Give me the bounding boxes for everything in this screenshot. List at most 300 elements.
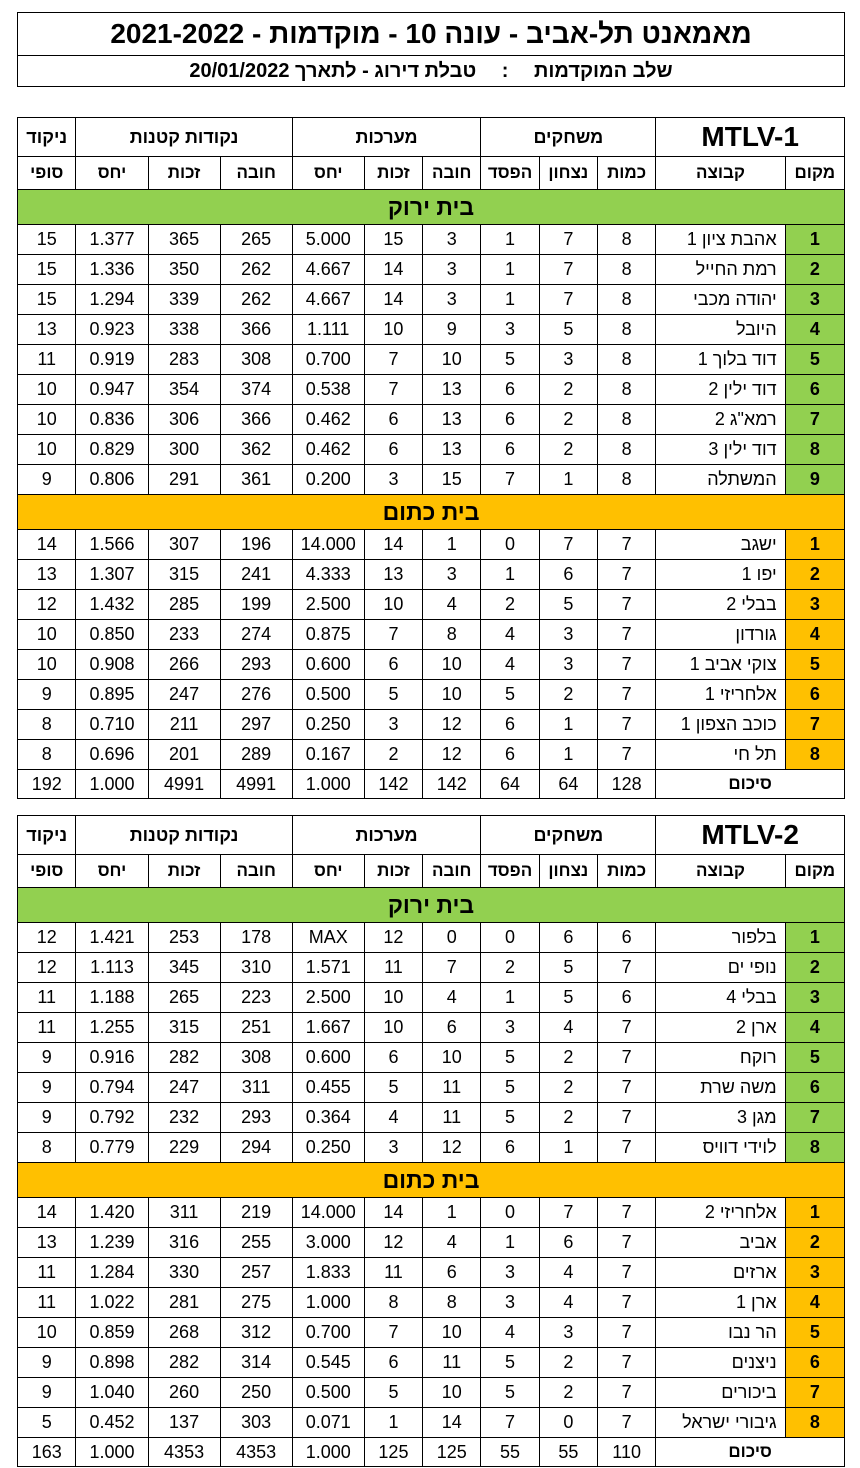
cell-sets-credit: 15 xyxy=(364,225,422,255)
cell-pts-ratio: 1.566 xyxy=(76,530,148,560)
cell-played: 7 xyxy=(598,650,656,680)
cell-lost: 7 xyxy=(481,1408,539,1438)
cell-played: 7 xyxy=(598,1408,656,1438)
table-row xyxy=(18,1318,845,1348)
cell-final: 10 xyxy=(18,435,76,465)
cell-sets-owed: 11 xyxy=(423,1103,481,1133)
cell-lost: 5 xyxy=(481,1073,539,1103)
cell-final: 12 xyxy=(18,953,76,983)
cell-final: 8 xyxy=(18,710,76,740)
cell-rank: 5 xyxy=(785,1318,844,1348)
cell-pts-credit: 281 xyxy=(148,1288,220,1318)
cell-sets-ratio: 0.545 xyxy=(292,1348,364,1378)
cell-sets-owed: 10 xyxy=(423,650,481,680)
cell-pts-ratio: 0.836 xyxy=(76,405,148,435)
summary-pts-ratio: 1.000 xyxy=(76,770,148,799)
cell-team: לוידי דוויס xyxy=(656,1133,785,1163)
table-row xyxy=(18,650,845,680)
cell-won: 0 xyxy=(539,1408,597,1438)
cell-sets-ratio: 0.700 xyxy=(292,1318,364,1348)
cell-won: 2 xyxy=(539,680,597,710)
cell-sets-ratio: 0.600 xyxy=(292,1043,364,1073)
cell-lost: 3 xyxy=(481,315,539,345)
cell-pts-ratio: 0.792 xyxy=(76,1103,148,1133)
cell-final: 11 xyxy=(18,1258,76,1288)
cell-won: 6 xyxy=(539,1228,597,1258)
summary-pts-credit: 4353 xyxy=(148,1438,220,1467)
cell-team: גורדון xyxy=(656,620,785,650)
cell-won: 2 xyxy=(539,375,597,405)
cell-played: 7 xyxy=(598,1378,656,1408)
table-row xyxy=(18,405,845,435)
column-header-rank: מקום xyxy=(785,157,844,190)
cell-won: 7 xyxy=(539,530,597,560)
cell-sets-credit: 11 xyxy=(364,1258,422,1288)
cell-won: 2 xyxy=(539,1043,597,1073)
cell-played: 7 xyxy=(598,1043,656,1073)
table-row xyxy=(18,560,845,590)
cell-lost: 3 xyxy=(481,1258,539,1288)
standings-table xyxy=(17,815,845,1467)
cell-played: 7 xyxy=(598,740,656,770)
cell-won: 2 xyxy=(539,405,597,435)
cell-final: 8 xyxy=(18,740,76,770)
cell-lost: 4 xyxy=(481,620,539,650)
cell-sets-credit: 7 xyxy=(364,345,422,375)
cell-sets-owed: 6 xyxy=(423,1258,481,1288)
cell-sets-owed: 0 xyxy=(423,923,481,953)
table-row xyxy=(18,620,845,650)
cell-sets-ratio: 0.462 xyxy=(292,435,364,465)
cell-team: כוכב הצפון 1 xyxy=(656,710,785,740)
cell-won: 1 xyxy=(539,465,597,495)
column-header-ratio: יחס xyxy=(76,157,148,190)
cell-sets-credit: 3 xyxy=(364,465,422,495)
summary-final: 192 xyxy=(18,770,76,799)
cell-lost: 5 xyxy=(481,345,539,375)
cell-team: משה שרת xyxy=(656,1073,785,1103)
cell-sets-owed: 3 xyxy=(423,560,481,590)
cell-pts-owed: 251 xyxy=(220,1013,292,1043)
cell-rank: 7 xyxy=(785,710,844,740)
cell-pts-ratio: 0.898 xyxy=(76,1348,148,1378)
table-row xyxy=(18,923,845,953)
cell-team: ארן 2 xyxy=(656,1013,785,1043)
cell-pts-owed: 289 xyxy=(220,740,292,770)
cell-pts-credit: 315 xyxy=(148,560,220,590)
cell-final: 9 xyxy=(18,680,76,710)
column-header-team: קבוצה xyxy=(656,157,785,190)
table-row xyxy=(18,1408,845,1438)
subtitle-detail: טבלת דירוג - לתארך 20/01/2022 xyxy=(189,60,477,82)
cell-played: 7 xyxy=(598,680,656,710)
column-header-ratio: יחס xyxy=(76,855,148,888)
cell-team: דוד בלוך 1 xyxy=(656,345,785,375)
page-subtitle xyxy=(17,55,845,87)
cell-pts-credit: 247 xyxy=(148,680,220,710)
cell-sets-ratio: 0.462 xyxy=(292,405,364,435)
cell-pts-credit: 291 xyxy=(148,465,220,495)
cell-pts-credit: 307 xyxy=(148,530,220,560)
cell-sets-owed: 10 xyxy=(423,680,481,710)
sets-header: מערכות xyxy=(292,816,481,855)
cell-sets-ratio: 0.167 xyxy=(292,740,364,770)
cell-sets-owed: 15 xyxy=(423,465,481,495)
cell-pts-credit: 354 xyxy=(148,375,220,405)
column-header-credit: זכות xyxy=(148,157,220,190)
cell-sets-owed: 3 xyxy=(423,225,481,255)
cell-pts-owed: 303 xyxy=(220,1408,292,1438)
cell-won: 5 xyxy=(539,315,597,345)
summary-sets-ratio: 1.000 xyxy=(292,770,364,799)
cell-played: 7 xyxy=(598,1288,656,1318)
table-row xyxy=(18,740,845,770)
cell-sets-credit: 14 xyxy=(364,255,422,285)
cell-sets-owed: 10 xyxy=(423,345,481,375)
cell-played: 7 xyxy=(598,1318,656,1348)
cell-pts-owed: 362 xyxy=(220,435,292,465)
cell-lost: 1 xyxy=(481,983,539,1013)
cell-won: 6 xyxy=(539,923,597,953)
cell-final: 10 xyxy=(18,375,76,405)
cell-pts-credit: 247 xyxy=(148,1073,220,1103)
cell-sets-credit: 13 xyxy=(364,560,422,590)
cell-sets-ratio: 0.364 xyxy=(292,1103,364,1133)
cell-pts-ratio: 1.113 xyxy=(76,953,148,983)
cell-rank: 8 xyxy=(785,1133,844,1163)
table-row xyxy=(18,680,845,710)
cell-won: 6 xyxy=(539,560,597,590)
cell-lost: 1 xyxy=(481,560,539,590)
cell-sets-ratio: 4.333 xyxy=(292,560,364,590)
cell-team: בבלי 2 xyxy=(656,590,785,620)
cell-sets-credit: 14 xyxy=(364,1198,422,1228)
cell-sets-owed: 11 xyxy=(423,1348,481,1378)
cell-sets-owed: 4 xyxy=(423,983,481,1013)
cell-won: 7 xyxy=(539,1198,597,1228)
cell-rank: 4 xyxy=(785,1013,844,1043)
cell-sets-credit: 6 xyxy=(364,1043,422,1073)
column-header-ratio: יחס xyxy=(292,157,364,190)
column-header-owed: חובה xyxy=(220,855,292,888)
cell-sets-ratio: MAX xyxy=(292,923,364,953)
cell-sets-credit: 10 xyxy=(364,983,422,1013)
cell-sets-credit: 6 xyxy=(364,405,422,435)
cell-lost: 6 xyxy=(481,1133,539,1163)
column-header-lost: הפסד xyxy=(481,157,539,190)
cell-pts-ratio: 1.255 xyxy=(76,1013,148,1043)
cell-rank: 2 xyxy=(785,953,844,983)
summary-played: 128 xyxy=(598,770,656,799)
cell-sets-credit: 10 xyxy=(364,1013,422,1043)
cell-lost: 6 xyxy=(481,710,539,740)
cell-pts-credit: 201 xyxy=(148,740,220,770)
cell-team: רמת החייל xyxy=(656,255,785,285)
cell-played: 7 xyxy=(598,1073,656,1103)
cell-pts-owed: 262 xyxy=(220,255,292,285)
table-row xyxy=(18,345,845,375)
cell-pts-owed: 265 xyxy=(220,225,292,255)
cell-pts-ratio: 1.420 xyxy=(76,1198,148,1228)
cell-final: 14 xyxy=(18,530,76,560)
cell-pts-ratio: 1.284 xyxy=(76,1258,148,1288)
cell-pts-owed: 255 xyxy=(220,1228,292,1258)
column-header-final-bottom: סופי xyxy=(18,855,76,888)
cell-pts-ratio: 0.908 xyxy=(76,650,148,680)
cell-pts-credit: 137 xyxy=(148,1408,220,1438)
table-row xyxy=(18,1133,845,1163)
cell-sets-owed: 14 xyxy=(423,1408,481,1438)
cell-won: 4 xyxy=(539,1288,597,1318)
summary-pts-owed: 4353 xyxy=(220,1438,292,1467)
cell-pts-credit: 345 xyxy=(148,953,220,983)
cell-lost: 5 xyxy=(481,1103,539,1133)
column-header-credit: זכות xyxy=(364,855,422,888)
cell-lost: 6 xyxy=(481,375,539,405)
cell-final: 14 xyxy=(18,1198,76,1228)
cell-rank: 3 xyxy=(785,285,844,315)
cell-sets-owed: 3 xyxy=(423,255,481,285)
cell-played: 8 xyxy=(598,285,656,315)
cell-team: מגן 3 xyxy=(656,1103,785,1133)
summary-won: 55 xyxy=(539,1438,597,1467)
cell-pts-ratio: 0.850 xyxy=(76,620,148,650)
table-row xyxy=(18,1198,845,1228)
cell-sets-owed: 4 xyxy=(423,1228,481,1258)
cell-team: רמא"ג 2 xyxy=(656,405,785,435)
summary-sets-owed: 142 xyxy=(423,770,481,799)
cell-lost: 4 xyxy=(481,650,539,680)
cell-final: 9 xyxy=(18,1378,76,1408)
cell-final: 9 xyxy=(18,1073,76,1103)
cell-pts-owed: 178 xyxy=(220,923,292,953)
cell-team: ישגב xyxy=(656,530,785,560)
cell-pts-credit: 338 xyxy=(148,315,220,345)
cell-won: 7 xyxy=(539,285,597,315)
cell-rank: 7 xyxy=(785,1103,844,1133)
cell-team: ניצנים xyxy=(656,1348,785,1378)
cell-rank: 1 xyxy=(785,1198,844,1228)
cell-pts-owed: 314 xyxy=(220,1348,292,1378)
cell-sets-ratio: 0.500 xyxy=(292,680,364,710)
table-code: MTLV-2 xyxy=(656,816,845,855)
cell-sets-credit: 12 xyxy=(364,1228,422,1258)
table-row xyxy=(18,1378,845,1408)
cell-rank: 7 xyxy=(785,405,844,435)
cell-played: 7 xyxy=(598,590,656,620)
cell-sets-owed: 11 xyxy=(423,1073,481,1103)
cell-rank: 6 xyxy=(785,1348,844,1378)
table-row xyxy=(18,953,845,983)
cell-rank: 9 xyxy=(785,465,844,495)
cell-pts-credit: 315 xyxy=(148,1013,220,1043)
cell-played: 8 xyxy=(598,225,656,255)
table-row xyxy=(18,1103,845,1133)
cell-pts-owed: 196 xyxy=(220,530,292,560)
cell-sets-owed: 13 xyxy=(423,405,481,435)
column-header-rank: מקום xyxy=(785,855,844,888)
points-header: נקודות קטנות xyxy=(76,816,292,855)
cell-sets-owed: 3 xyxy=(423,285,481,315)
summary-pts-credit: 4991 xyxy=(148,770,220,799)
cell-won: 4 xyxy=(539,1258,597,1288)
cell-sets-ratio: 4.667 xyxy=(292,255,364,285)
column-header-owed: חובה xyxy=(423,157,481,190)
cell-team: אלחריזי 1 xyxy=(656,680,785,710)
cell-sets-ratio: 1.111 xyxy=(292,315,364,345)
cell-sets-ratio: 0.500 xyxy=(292,1378,364,1408)
cell-won: 7 xyxy=(539,255,597,285)
cell-pts-credit: 283 xyxy=(148,345,220,375)
cell-won: 2 xyxy=(539,1073,597,1103)
cell-sets-ratio: 0.250 xyxy=(292,710,364,740)
cell-pts-ratio: 1.432 xyxy=(76,590,148,620)
cell-sets-owed: 7 xyxy=(423,953,481,983)
cell-played: 6 xyxy=(598,983,656,1013)
cell-sets-ratio: 1.000 xyxy=(292,1288,364,1318)
cell-pts-owed: 312 xyxy=(220,1318,292,1348)
table-row xyxy=(18,1043,845,1073)
cell-pts-credit: 260 xyxy=(148,1378,220,1408)
summary-pts-ratio: 1.000 xyxy=(76,1438,148,1467)
summary-lost: 64 xyxy=(481,770,539,799)
cell-team: תל חי xyxy=(656,740,785,770)
cell-pts-ratio: 0.452 xyxy=(76,1408,148,1438)
cell-won: 3 xyxy=(539,650,597,680)
subtitle-stage: שלב המוקדמות xyxy=(534,60,673,82)
cell-rank: 4 xyxy=(785,620,844,650)
cell-played: 7 xyxy=(598,620,656,650)
cell-pts-credit: 282 xyxy=(148,1043,220,1073)
cell-pts-owed: 219 xyxy=(220,1198,292,1228)
cell-sets-ratio: 14.000 xyxy=(292,1198,364,1228)
cell-rank: 3 xyxy=(785,1258,844,1288)
cell-sets-ratio: 1.667 xyxy=(292,1013,364,1043)
cell-final: 11 xyxy=(18,983,76,1013)
cell-sets-credit: 5 xyxy=(364,1378,422,1408)
group-row xyxy=(18,190,845,225)
column-header-lost: הפסד xyxy=(481,855,539,888)
cell-pts-owed: 275 xyxy=(220,1288,292,1318)
cell-pts-ratio: 1.336 xyxy=(76,255,148,285)
cell-lost: 0 xyxy=(481,530,539,560)
column-header-credit: זכות xyxy=(364,157,422,190)
cell-won: 1 xyxy=(539,740,597,770)
cell-pts-credit: 339 xyxy=(148,285,220,315)
cell-sets-credit: 6 xyxy=(364,650,422,680)
subtitle-separator: : xyxy=(501,60,509,82)
cell-rank: 4 xyxy=(785,315,844,345)
cell-won: 2 xyxy=(539,1348,597,1378)
cell-rank: 4 xyxy=(785,1288,844,1318)
cell-lost: 0 xyxy=(481,923,539,953)
cell-played: 8 xyxy=(598,375,656,405)
cell-sets-credit: 6 xyxy=(364,435,422,465)
cell-pts-owed: 366 xyxy=(220,405,292,435)
summary-label: סיכום xyxy=(656,770,845,799)
cell-sets-ratio: 5.000 xyxy=(292,225,364,255)
summary-sets-ratio: 1.000 xyxy=(292,1438,364,1467)
cell-lost: 1 xyxy=(481,255,539,285)
cell-team: יהודה מכבי xyxy=(656,285,785,315)
table-row xyxy=(18,590,845,620)
cell-final: 10 xyxy=(18,1318,76,1348)
cell-team: רוקח xyxy=(656,1043,785,1073)
table-row xyxy=(18,530,845,560)
cell-sets-ratio: 0.455 xyxy=(292,1073,364,1103)
column-header-matches-count: כמות xyxy=(598,157,656,190)
cell-played: 7 xyxy=(598,710,656,740)
cell-sets-ratio: 0.250 xyxy=(292,1133,364,1163)
cell-pts-credit: 233 xyxy=(148,620,220,650)
cell-pts-credit: 253 xyxy=(148,923,220,953)
cell-lost: 6 xyxy=(481,435,539,465)
summary-label: סיכום xyxy=(656,1438,845,1467)
cell-sets-credit: 12 xyxy=(364,923,422,953)
cell-pts-ratio: 1.294 xyxy=(76,285,148,315)
cell-lost: 1 xyxy=(481,225,539,255)
cell-played: 7 xyxy=(598,1103,656,1133)
cell-won: 1 xyxy=(539,710,597,740)
cell-played: 7 xyxy=(598,1348,656,1378)
cell-sets-ratio: 0.700 xyxy=(292,345,364,375)
cell-sets-ratio: 2.500 xyxy=(292,983,364,1013)
cell-team: אלחריזי 2 xyxy=(656,1198,785,1228)
cell-pts-owed: 311 xyxy=(220,1073,292,1103)
cell-team: גיבורי ישראל xyxy=(656,1408,785,1438)
cell-pts-credit: 268 xyxy=(148,1318,220,1348)
summary-sets-credit: 125 xyxy=(364,1438,422,1467)
sets-header: מערכות xyxy=(292,118,481,157)
cell-pts-credit: 285 xyxy=(148,590,220,620)
cell-pts-ratio: 0.916 xyxy=(76,1043,148,1073)
cell-sets-ratio: 2.500 xyxy=(292,590,364,620)
column-header-owed: חובה xyxy=(220,157,292,190)
cell-lost: 7 xyxy=(481,465,539,495)
cell-won: 7 xyxy=(539,225,597,255)
summary-row xyxy=(18,1438,845,1467)
cell-won: 2 xyxy=(539,1378,597,1408)
cell-sets-owed: 12 xyxy=(423,710,481,740)
column-header-matches-count: כמות xyxy=(598,855,656,888)
cell-sets-credit: 2 xyxy=(364,740,422,770)
cell-pts-ratio: 0.696 xyxy=(76,740,148,770)
cell-pts-credit: 365 xyxy=(148,225,220,255)
cell-sets-credit: 7 xyxy=(364,1318,422,1348)
cell-pts-ratio: 0.794 xyxy=(76,1073,148,1103)
cell-team: צוקי אביב 1 xyxy=(656,650,785,680)
cell-team: הר נבו xyxy=(656,1318,785,1348)
cell-played: 8 xyxy=(598,345,656,375)
table-row xyxy=(18,375,845,405)
cell-pts-ratio: 1.377 xyxy=(76,225,148,255)
cell-rank: 5 xyxy=(785,345,844,375)
summary-final: 163 xyxy=(18,1438,76,1467)
cell-sets-owed: 13 xyxy=(423,375,481,405)
table-code: MTLV-1 xyxy=(656,118,845,157)
cell-final: 9 xyxy=(18,465,76,495)
cell-sets-credit: 7 xyxy=(364,375,422,405)
cell-pts-credit: 265 xyxy=(148,983,220,1013)
cell-sets-credit: 10 xyxy=(364,315,422,345)
cell-team: יפו 1 xyxy=(656,560,785,590)
cell-rank: 8 xyxy=(785,435,844,465)
cell-pts-credit: 316 xyxy=(148,1228,220,1258)
cell-team: ביכורים xyxy=(656,1378,785,1408)
cell-pts-credit: 330 xyxy=(148,1258,220,1288)
table-row xyxy=(18,710,845,740)
cell-sets-owed: 10 xyxy=(423,1318,481,1348)
